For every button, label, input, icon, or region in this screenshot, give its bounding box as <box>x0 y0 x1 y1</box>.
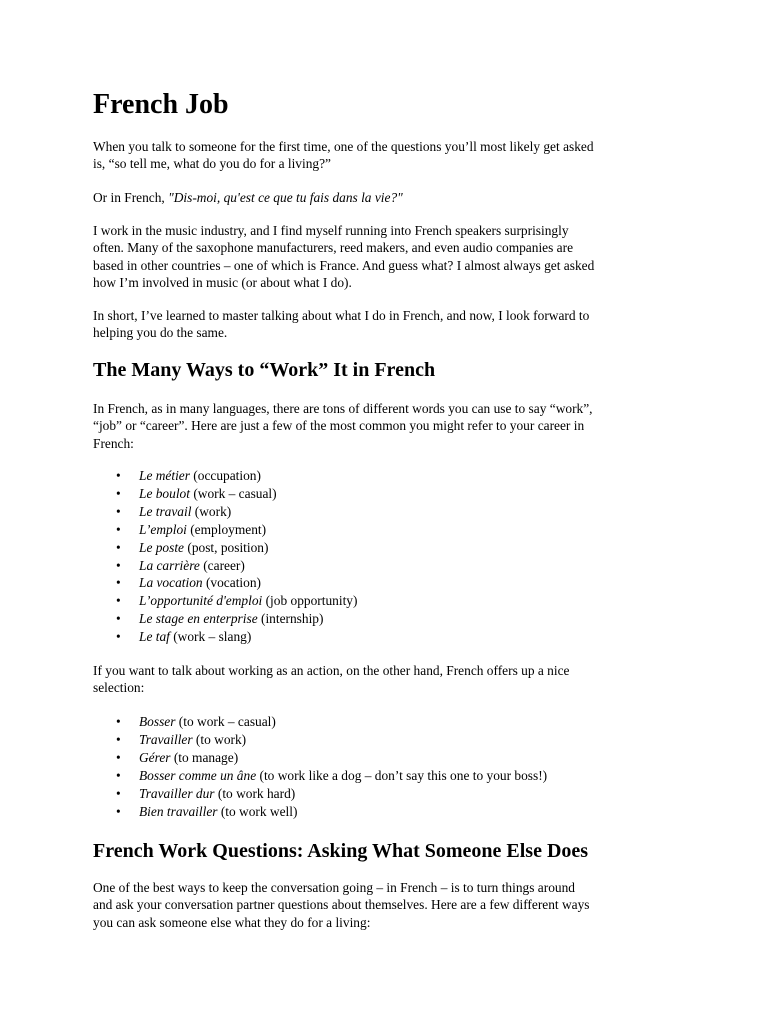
section-heading-work: The Many Ways to “Work” It in French <box>93 359 436 381</box>
text-line: When you talk to someone for the first time, one of the questions you’ll most likely get asked <box>93 139 594 154</box>
text-line: French: <box>93 435 134 451</box>
text-line: “job” or “career”. Here are just a few of the most common you might refer to your career in <box>93 418 585 434</box>
bullet-icon: • <box>116 629 121 645</box>
bullet-icon: • <box>116 714 121 729</box>
bullet-icon: • <box>116 749 121 765</box>
text-line: If you want to talk about working as an action, on the other hand, French offers up a nice <box>93 663 570 678</box>
list-item <box>93 557 678 575</box>
text-line: how I’m involved in music (or about what I do). <box>93 274 352 290</box>
french-term: Le poste <box>139 539 185 555</box>
intro-paragraph-2 <box>93 189 678 206</box>
list-item <box>93 592 678 610</box>
french-term: Le travail <box>139 503 192 519</box>
french-term: Gérer <box>139 749 171 765</box>
text-line: In short, I’ve learned to master talking about what I do in French, and now, I look forward to <box>93 308 590 323</box>
french-term: La vocation <box>139 575 203 591</box>
list-item <box>93 485 678 503</box>
bullet-icon: • <box>116 803 121 819</box>
bullet-icon: • <box>116 611 121 627</box>
text-line: One of the best ways to keep the conversation going – in French – is to turn things around <box>93 880 575 895</box>
intro-paragraph-4 <box>93 307 678 342</box>
text-line: Or in French, <box>93 190 169 205</box>
french-term: Travailler <box>139 731 193 747</box>
bullet-icon: • <box>116 767 121 783</box>
list-item <box>93 767 678 785</box>
bullet-icon: • <box>116 593 121 609</box>
translation: (employment) <box>186 521 267 537</box>
bullet-icon: • <box>116 785 121 801</box>
list-item <box>93 574 678 592</box>
translation: (to work) <box>192 731 247 747</box>
text-line: selection: <box>93 680 145 696</box>
translation: (internship) <box>257 611 324 627</box>
list-item <box>93 731 678 749</box>
verb-list <box>93 713 678 820</box>
section2-paragraph <box>93 879 678 931</box>
bullet-icon: • <box>116 731 121 747</box>
section1-paragraph <box>93 400 678 452</box>
translation: (work) <box>191 503 232 519</box>
french-term: Bosser <box>139 714 176 729</box>
list-item <box>93 803 678 821</box>
bullet-icon: • <box>116 539 121 555</box>
section-heading-questions: French Work Questions: Asking What Someone Else Does <box>93 840 589 862</box>
text-line: helping you do the same. <box>93 325 228 341</box>
noun-list <box>93 467 678 646</box>
french-term: L’opportunité d'emploi <box>139 593 263 609</box>
text-line: I work in the music industry, and I find myself running into French speakers surprisingly <box>93 223 569 238</box>
text-line: In French, as in many languages, there are tons of different words you can use to say “work”, <box>93 401 593 416</box>
list-item <box>93 749 678 767</box>
translation: (work – casual) <box>189 485 277 501</box>
translation: (occupation) <box>189 468 261 483</box>
translation: (job opportunity) <box>262 593 358 609</box>
translation: (post, position) <box>184 539 269 555</box>
translation: (career) <box>199 557 245 573</box>
translation: (to work well) <box>217 803 298 819</box>
french-term: L’emploi <box>139 521 187 537</box>
bullet-icon: • <box>116 521 121 537</box>
french-term: Le taf <box>139 629 170 645</box>
french-term: Bien travailler <box>139 803 218 819</box>
section1-paragraph-2 <box>93 662 678 697</box>
french-quote: "Dis-moi, qu'est ce que tu fais dans la vie?" <box>168 190 403 205</box>
bullet-icon: • <box>116 557 121 573</box>
list-item <box>93 785 678 803</box>
list-item <box>93 628 678 646</box>
french-term: Le métier <box>139 468 190 483</box>
intro-paragraph-3 <box>93 222 678 291</box>
translation: (to manage) <box>170 749 239 765</box>
text-line: you can ask someone else what they do for a living: <box>93 914 371 930</box>
bullet-icon: • <box>116 503 121 519</box>
list-item <box>93 503 678 521</box>
list-item <box>93 610 678 628</box>
french-term: La carrière <box>139 557 200 573</box>
translation: (to work like a dog – don’t say this one to your boss!) <box>256 767 548 783</box>
intro-paragraph-1 <box>93 138 678 173</box>
french-term: Le stage en enterprise <box>139 611 258 627</box>
french-term: Travailler dur <box>139 785 215 801</box>
translation: (to work hard) <box>214 785 296 801</box>
list-item <box>93 521 678 539</box>
translation: (work – slang) <box>169 629 252 645</box>
bullet-icon: • <box>116 485 121 501</box>
bullet-icon: • <box>116 468 121 483</box>
text-line: and ask your conversation partner questions about themselves. Here are a few different ways <box>93 897 590 913</box>
translation: (to work – casual) <box>175 714 276 729</box>
text-line: is, “so tell me, what do you do for a living?” <box>93 156 332 172</box>
text-line: based in other countries – one of which is France. And guess what? I almost always get asked <box>93 257 595 273</box>
french-term: Bosser comme un âne <box>139 767 257 783</box>
french-term: Le boulot <box>139 485 190 501</box>
translation: (vocation) <box>202 575 261 591</box>
list-item <box>93 539 678 557</box>
list-item <box>93 467 678 485</box>
text-line: often. Many of the saxophone manufacturers, reed makers, and even audio companies are <box>93 240 574 256</box>
page-title: French Job <box>93 89 229 120</box>
bullet-icon: • <box>116 575 121 591</box>
list-item <box>93 713 678 731</box>
